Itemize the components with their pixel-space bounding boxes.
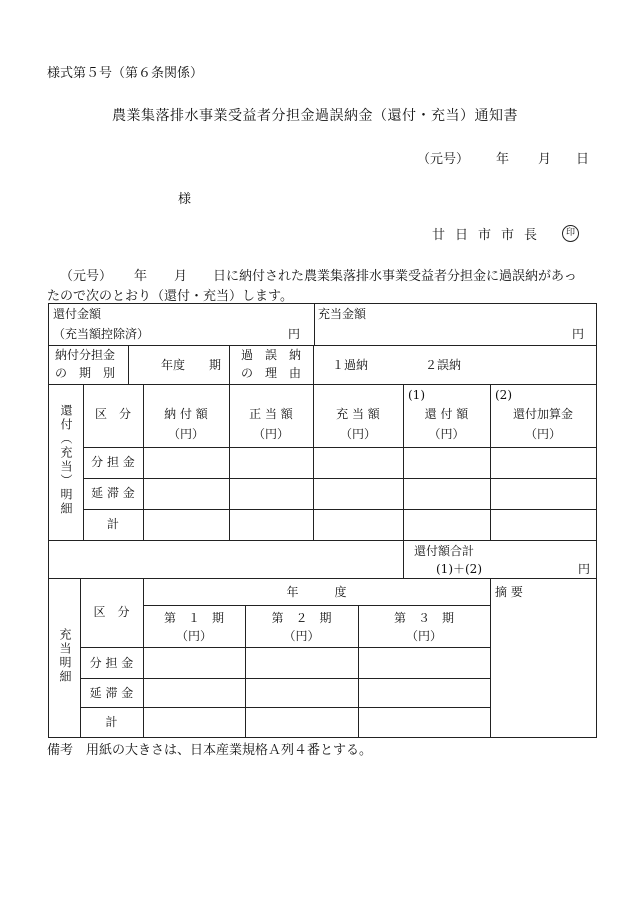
col-refund-add-unit: （円） <box>524 427 561 441</box>
body-month: 月 <box>174 269 188 284</box>
t2-period-3: 第 ３ 期 <box>393 611 454 625</box>
date-day: 日 <box>576 152 590 167</box>
fiscal-year-period: 年度 期 <box>161 358 222 372</box>
t2-row-total: 計 <box>105 715 118 729</box>
body-year: 年 <box>134 269 148 284</box>
reason-label-line-1: 過 誤 納 <box>241 348 302 362</box>
period-label-line-1: 納付分担金 <box>55 348 116 362</box>
t2-period-1-unit: （円） <box>175 629 212 643</box>
refund-amount-sublabel: （充当額控除済） <box>53 327 150 341</box>
row-late: 延 滞 金 <box>91 486 135 500</box>
issuer-name: 廿日市市長 <box>432 228 548 243</box>
col-refund-add-number: (2) <box>495 388 512 402</box>
date-month: 月 <box>538 152 552 167</box>
t2-row-late: 延 滞 金 <box>89 686 134 700</box>
t2-period-3-unit: （円） <box>405 629 442 643</box>
date-year: 年 <box>496 152 510 167</box>
reason-option-error: ２誤納 <box>425 358 462 372</box>
form-number: 様式第５号（第６条関係） <box>47 66 204 81</box>
addressee-suffix: 様 <box>178 192 192 207</box>
body-text: 日に納付された農業集落排水事業受益者分担金に過誤納があっ <box>213 269 577 284</box>
col-allocation-amount: 充 当 額 <box>336 407 380 421</box>
seal-mark: 印 <box>562 225 579 242</box>
col-refund-unit: （円） <box>428 427 465 441</box>
t2-period-2-unit: （円） <box>283 629 320 643</box>
refund-amount-label: 還付金額 <box>53 307 102 321</box>
remarks-note: 備考 用紙の大きさは、日本産業規格Ａ列４番とする。 <box>47 743 373 758</box>
row-total: 計 <box>106 517 119 531</box>
refund-total-formula: (1)＋(2) <box>436 562 482 576</box>
refund-total-label: 還付額合計 <box>414 544 475 558</box>
date-era: （元号） <box>417 152 470 167</box>
col-category: 区 分 <box>94 407 131 421</box>
allocation-detail-section-label: 充当明細 <box>58 628 72 684</box>
col-proper-amount: 正 当 額 <box>249 407 293 421</box>
col-paid-amount: 納 付 額 <box>164 407 208 421</box>
col-refund-number: (1) <box>408 388 425 402</box>
col-allocation-unit: （円） <box>339 427 376 441</box>
t2-period-2: 第 ２ 期 <box>271 611 332 625</box>
refund-detail-section-label: 還付（充当）明細 <box>59 404 73 516</box>
col-refund-add-amount: 還付加算金 <box>512 407 573 421</box>
t2-period-1: 第 １ 期 <box>163 611 224 625</box>
allocation-amount-label: 充当金額 <box>318 307 367 321</box>
t2-col-category: 区 分 <box>93 605 130 619</box>
period-label-line-2: の 期 別 <box>55 366 116 380</box>
body-era: （元号） <box>60 269 113 284</box>
body-line-2: たので次のとおり（還付・充当）します。 <box>47 289 293 304</box>
col-proper-unit: （円） <box>252 427 289 441</box>
reason-label-line-2: の 理 由 <box>241 366 302 380</box>
row-share: 分 担 金 <box>91 455 135 469</box>
t2-row-share: 分 担 金 <box>89 656 134 670</box>
refund-amount-yen: 円 <box>288 327 301 341</box>
allocation-amount-yen: 円 <box>572 327 585 341</box>
refund-total-yen: 円 <box>578 562 591 576</box>
t2-summary-label: 摘 要 <box>495 585 523 599</box>
col-paid-unit: （円） <box>167 427 204 441</box>
reason-option-over: １過納 <box>332 358 369 372</box>
col-refund-amount: 還 付 額 <box>424 407 469 421</box>
document-title: 農業集落排水事業受益者分担金過誤納金（還付・充当）通知書 <box>112 108 518 124</box>
t2-fiscal-year-label: 年 度 <box>286 585 347 599</box>
